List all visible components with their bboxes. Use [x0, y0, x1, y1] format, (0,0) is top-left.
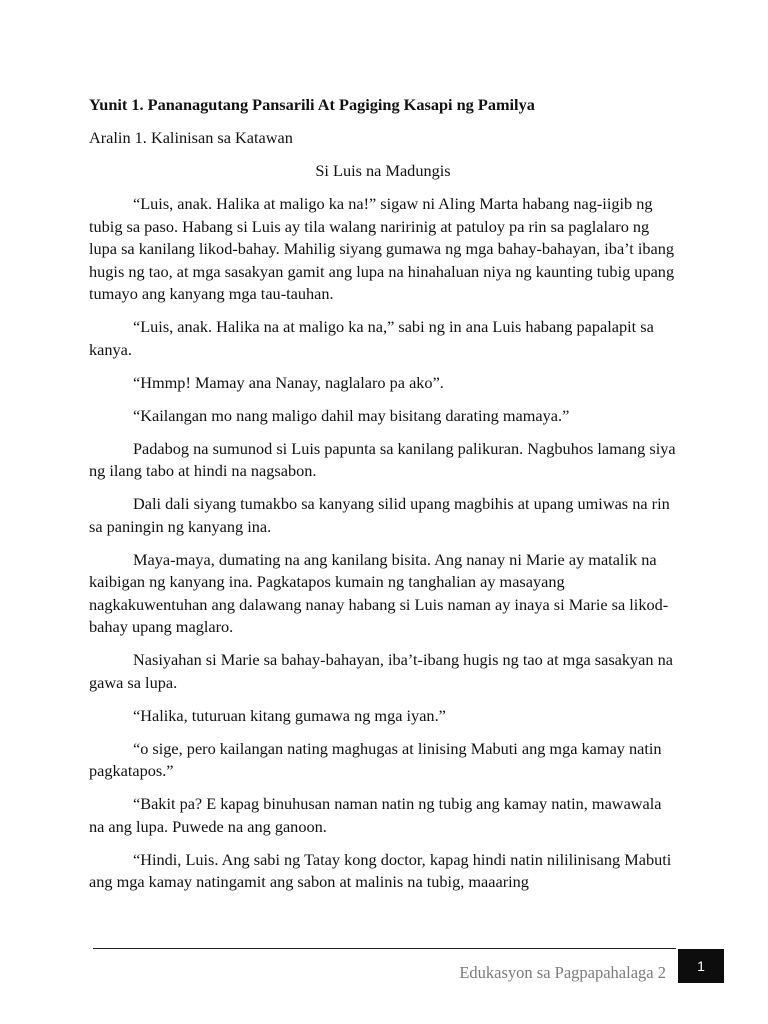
page-number: 1 — [678, 949, 724, 983]
paragraph: Dali dali siyang tumakbo sa kanyang silid upang magbihis at upang umiwas na rin sa paningin ng kanyang ina. — [89, 494, 670, 536]
unit-title: Yunit 1. Pananagutang Pansarili At Pagiging Kasapi ng Pamilya — [89, 95, 535, 114]
paragraph: Padabog na sumunod si Luis papunta sa kanilang palikuran. Nagbuhos lamang siya ng ilang tabo at hindi na nagsabon. — [89, 438, 676, 480]
lesson-title: Aralin 1. Kalinisan sa Katawan — [89, 128, 293, 147]
paragraph: “o sige, pero kailangan nating maghugas at linising Mabuti ang mga kamay natin pagkatapos.” — [89, 738, 662, 780]
paragraph: “Hindi, Luis. Ang sabi ng Tatay kong doctor, kapag hindi natin nililinisang Mabuti ang mga kamay natingamit ang sabon at malinis na tubig, maaaring — [89, 849, 672, 891]
page-body — [89, 94, 677, 904]
paragraph: “Luis, anak. Halika at maligo ka na!” sigaw ni Aling Marta habang nag-iigib ng tubig sa paso. Habang si Luis ay tila walang naririnig at patuloy pa rin sa paglalaro ng lupa sa kanilang likod-bahay. Mahilig siyang gumawa ng mga bahay-bahayan, iba’t ibang hugis ng tao, at mga sasakyan gamit ang lupa na hinahaluan niya ng kaunting tubig upang tumayo ang kanyang mga tau-tauhan. — [89, 194, 675, 303]
paragraph: “Halika, tuturuan kitang gumawa ng mga iyan.” — [133, 705, 446, 725]
paragraph: “Kailangan mo nang maligo dahil may bisitang darating mamaya.” — [133, 405, 570, 425]
paragraph: Maya-maya, dumating na ang kanilang bisita. Ang nanay ni Marie ay matalik na kaibigan ng kanyang ina. Pagkatapos kumain ng tanghalian ay masayang nagkakuwentuhan ang dalawang nanay habang si Luis naman ay inaya si Marie sa likod-bahay upang maglaro. — [89, 549, 669, 636]
story-title: Si Luis na Madungis — [315, 161, 451, 180]
paragraph: “Bakit pa? E kapag binuhusan naman natin ng tubig ang kamay natin, mawawala na ang lupa. Puwede na ang ganoon. — [89, 794, 662, 836]
footer-subject: Edukasyon sa Pagpapahalaga 2 — [459, 963, 666, 982]
paragraph: Nasiyahan si Marie sa bahay-bahayan, iba’t-ibang hugis ng tao at mga sasakyan na gawa sa lupa. — [89, 650, 673, 692]
paragraph: “Hmmp! Mamay ana Nanay, naglalaro pa ako”. — [133, 372, 444, 392]
footer-divider — [93, 948, 676, 949]
paragraph: “Luis, anak. Halika na at maligo ka na,” sabi ng in ana Luis habang papalapit sa kanya. — [89, 317, 654, 359]
